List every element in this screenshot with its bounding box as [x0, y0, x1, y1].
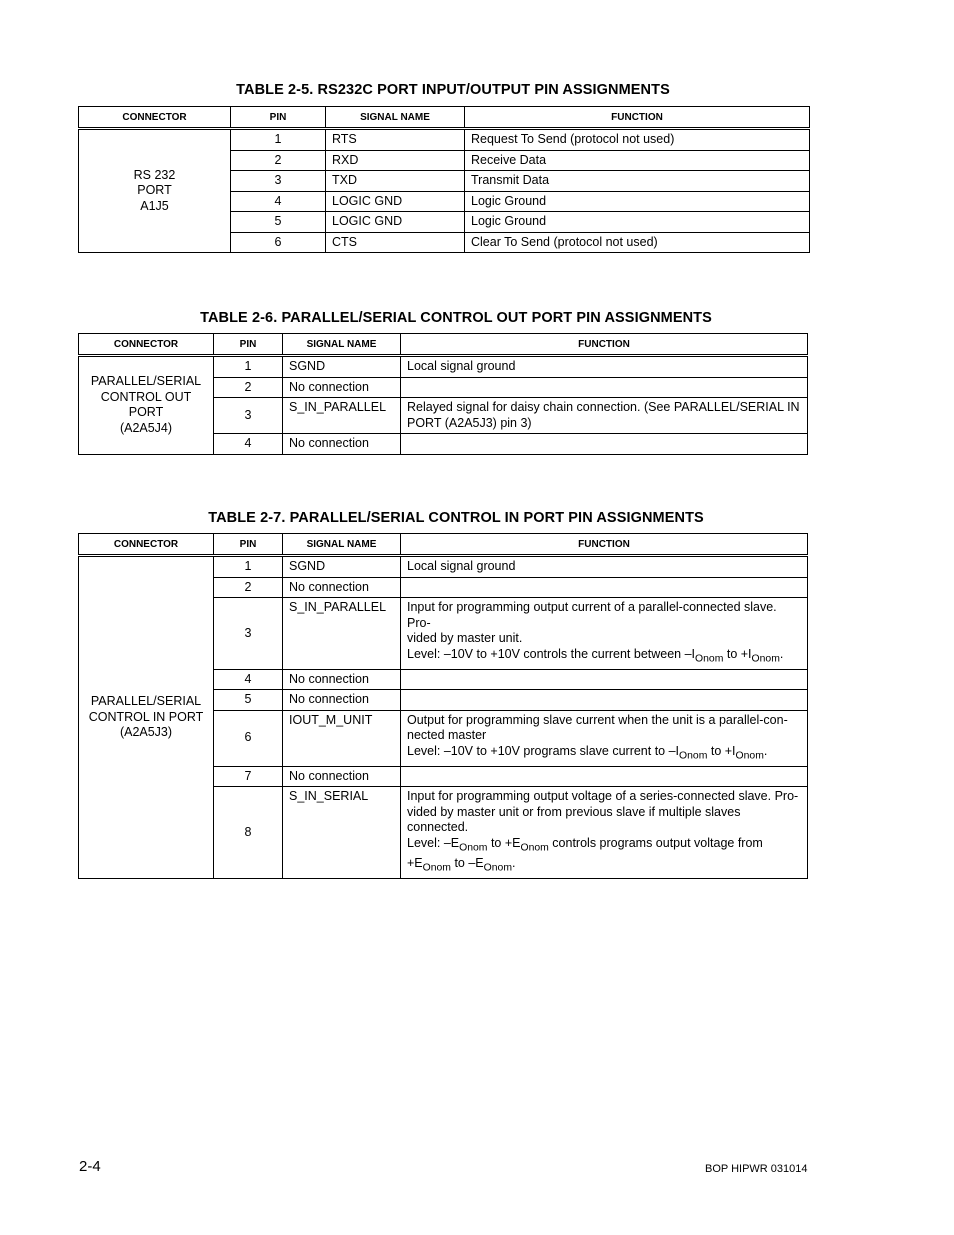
function-cell: Input for programming output current of a parallel-connected slave. Pro- vided by master unit. Level: –10V to +10V controls the current between $-I_{Onom}$ to $+I_{Onom}$.	[401, 598, 808, 670]
table-row	[79, 129, 810, 151]
col-header-connector: CONNECTOR	[79, 534, 214, 556]
col-header-signal-name: SIGNAL NAME	[283, 534, 401, 556]
function-cell: Relayed signal for daisy chain connection. (See PARALLEL/SERIAL IN PORT (A2A5J3) pin 3)	[401, 398, 808, 434]
level-line-2: $+E_{Onom}$ to $-E_{Onom}$.	[407, 855, 516, 873]
signal-cell: RTS	[326, 129, 465, 151]
table-row	[79, 556, 808, 578]
signal-cell: RXD	[326, 150, 465, 171]
col-header-function: FUNCTION	[401, 534, 808, 556]
level-line: Level: –10V to +10V controls the current between $-I_{Onom}$ to $+I_{Onom}$.	[407, 646, 784, 664]
function-cell: Output for programming slave current when the unit is a parallel-con- nected master Level: –10V to +10V programs slave current to $-I_{Onom}$ to $+I_{Onom}$.	[401, 710, 808, 766]
pin-cell: 6	[214, 710, 283, 766]
pin-cell: 1	[214, 556, 283, 578]
function-cell	[401, 669, 808, 690]
pin-cell: 2	[214, 377, 283, 398]
signal-cell: No connection	[283, 766, 401, 787]
pin-cell: 3	[231, 171, 326, 192]
function-cell: Local signal ground	[401, 356, 808, 378]
col-header-function: FUNCTION	[465, 107, 810, 129]
signal-cell: No connection	[283, 690, 401, 711]
col-header-connector: CONNECTOR	[79, 334, 214, 356]
signal-cell: TXD	[326, 171, 465, 192]
col-header-connector: CONNECTOR	[79, 107, 231, 129]
table-2-6	[78, 333, 808, 455]
col-header-signal-name: SIGNAL NAME	[326, 107, 465, 129]
pin-cell: 1	[214, 356, 283, 378]
signal-cell: LOGIC GND	[326, 191, 465, 212]
pin-cell: 4	[214, 434, 283, 455]
function-cell	[401, 766, 808, 787]
col-header-signal-name: SIGNAL NAME	[283, 334, 401, 356]
function-cell: Request To Send (protocol not used)	[465, 129, 810, 151]
level-line: Level: $-E_{Onom}$ to $+E_{Onom}$ controls programs output voltage from	[407, 835, 763, 853]
function-cell	[401, 434, 808, 455]
col-header-pin: PIN	[231, 107, 326, 129]
function-cell: Logic Ground	[465, 191, 810, 212]
table-2-5	[78, 106, 810, 253]
table-2-6-title: TABLE 2-6. PARALLEL/SERIAL CONTROL OUT PORT PIN ASSIGNMENTS	[200, 310, 712, 326]
pin-cell: 3	[214, 398, 283, 434]
table-2-7-title: TABLE 2-7. PARALLEL/SERIAL CONTROL IN PORT PIN ASSIGNMENTS	[208, 510, 704, 526]
function-cell	[401, 577, 808, 598]
pin-cell: 5	[214, 690, 283, 711]
pin-cell: 5	[231, 212, 326, 233]
col-header-function: FUNCTION	[401, 334, 808, 356]
connector-cell: RS 232 PORT A1J5	[79, 129, 231, 253]
function-cell: Receive Data	[465, 150, 810, 171]
pin-cell: 1	[231, 129, 326, 151]
signal-cell: IOUT_M_UNIT	[283, 710, 401, 766]
function-cell	[401, 690, 808, 711]
table-row	[79, 356, 808, 378]
function-cell: Transmit Data	[465, 171, 810, 192]
function-cell: Clear To Send (protocol not used)	[465, 232, 810, 253]
signal-cell: No connection	[283, 377, 401, 398]
connector-cell: PARALLEL/SERIAL CONTROL IN PORT (A2A5J3)	[79, 556, 214, 879]
pin-cell: 2	[231, 150, 326, 171]
table-2-7	[78, 533, 808, 879]
pin-cell: 3	[214, 598, 283, 670]
pin-cell: 4	[214, 669, 283, 690]
pin-cell: 6	[231, 232, 326, 253]
signal-cell: No connection	[283, 669, 401, 690]
function-cell: Logic Ground	[465, 212, 810, 233]
connector-cell: PARALLEL/SERIAL CONTROL OUT PORT (A2A5J4)	[79, 356, 214, 455]
signal-cell: LOGIC GND	[326, 212, 465, 233]
function-cell: Local signal ground	[401, 556, 808, 578]
signal-cell: S_IN_PARALLEL	[283, 598, 401, 670]
function-cell: Input for programming output voltage of a series-connected slave. Pro- vided by master unit or from previous slave if multiple slaves connected. Level: $-E_{Onom}$ to $+E_{Onom}$ controls programs output voltage from $+E_{Onom}$ to $-E_{Onom}$.	[401, 787, 808, 879]
level-line: Level: –10V to +10V programs slave current to $-I_{Onom}$ to $+I_{Onom}$.	[407, 743, 768, 761]
col-header-pin: PIN	[214, 334, 283, 356]
pin-cell: 2	[214, 577, 283, 598]
function-cell	[401, 377, 808, 398]
pin-cell: 8	[214, 787, 283, 879]
signal-cell: No connection	[283, 434, 401, 455]
signal-cell: S_IN_PARALLEL	[283, 398, 401, 434]
page-number: 2-4	[79, 1158, 101, 1175]
signal-cell: S_IN_SERIAL	[283, 787, 401, 879]
signal-cell: No connection	[283, 577, 401, 598]
signal-cell: SGND	[283, 556, 401, 578]
signal-cell: CTS	[326, 232, 465, 253]
document-id: BOP HIPWR 031014	[705, 1163, 808, 1175]
col-header-pin: PIN	[214, 534, 283, 556]
pin-cell: 7	[214, 766, 283, 787]
pin-cell: 4	[231, 191, 326, 212]
table-2-5-title: TABLE 2-5. RS232C PORT INPUT/OUTPUT PIN ASSIGNMENTS	[236, 82, 670, 98]
signal-cell: SGND	[283, 356, 401, 378]
